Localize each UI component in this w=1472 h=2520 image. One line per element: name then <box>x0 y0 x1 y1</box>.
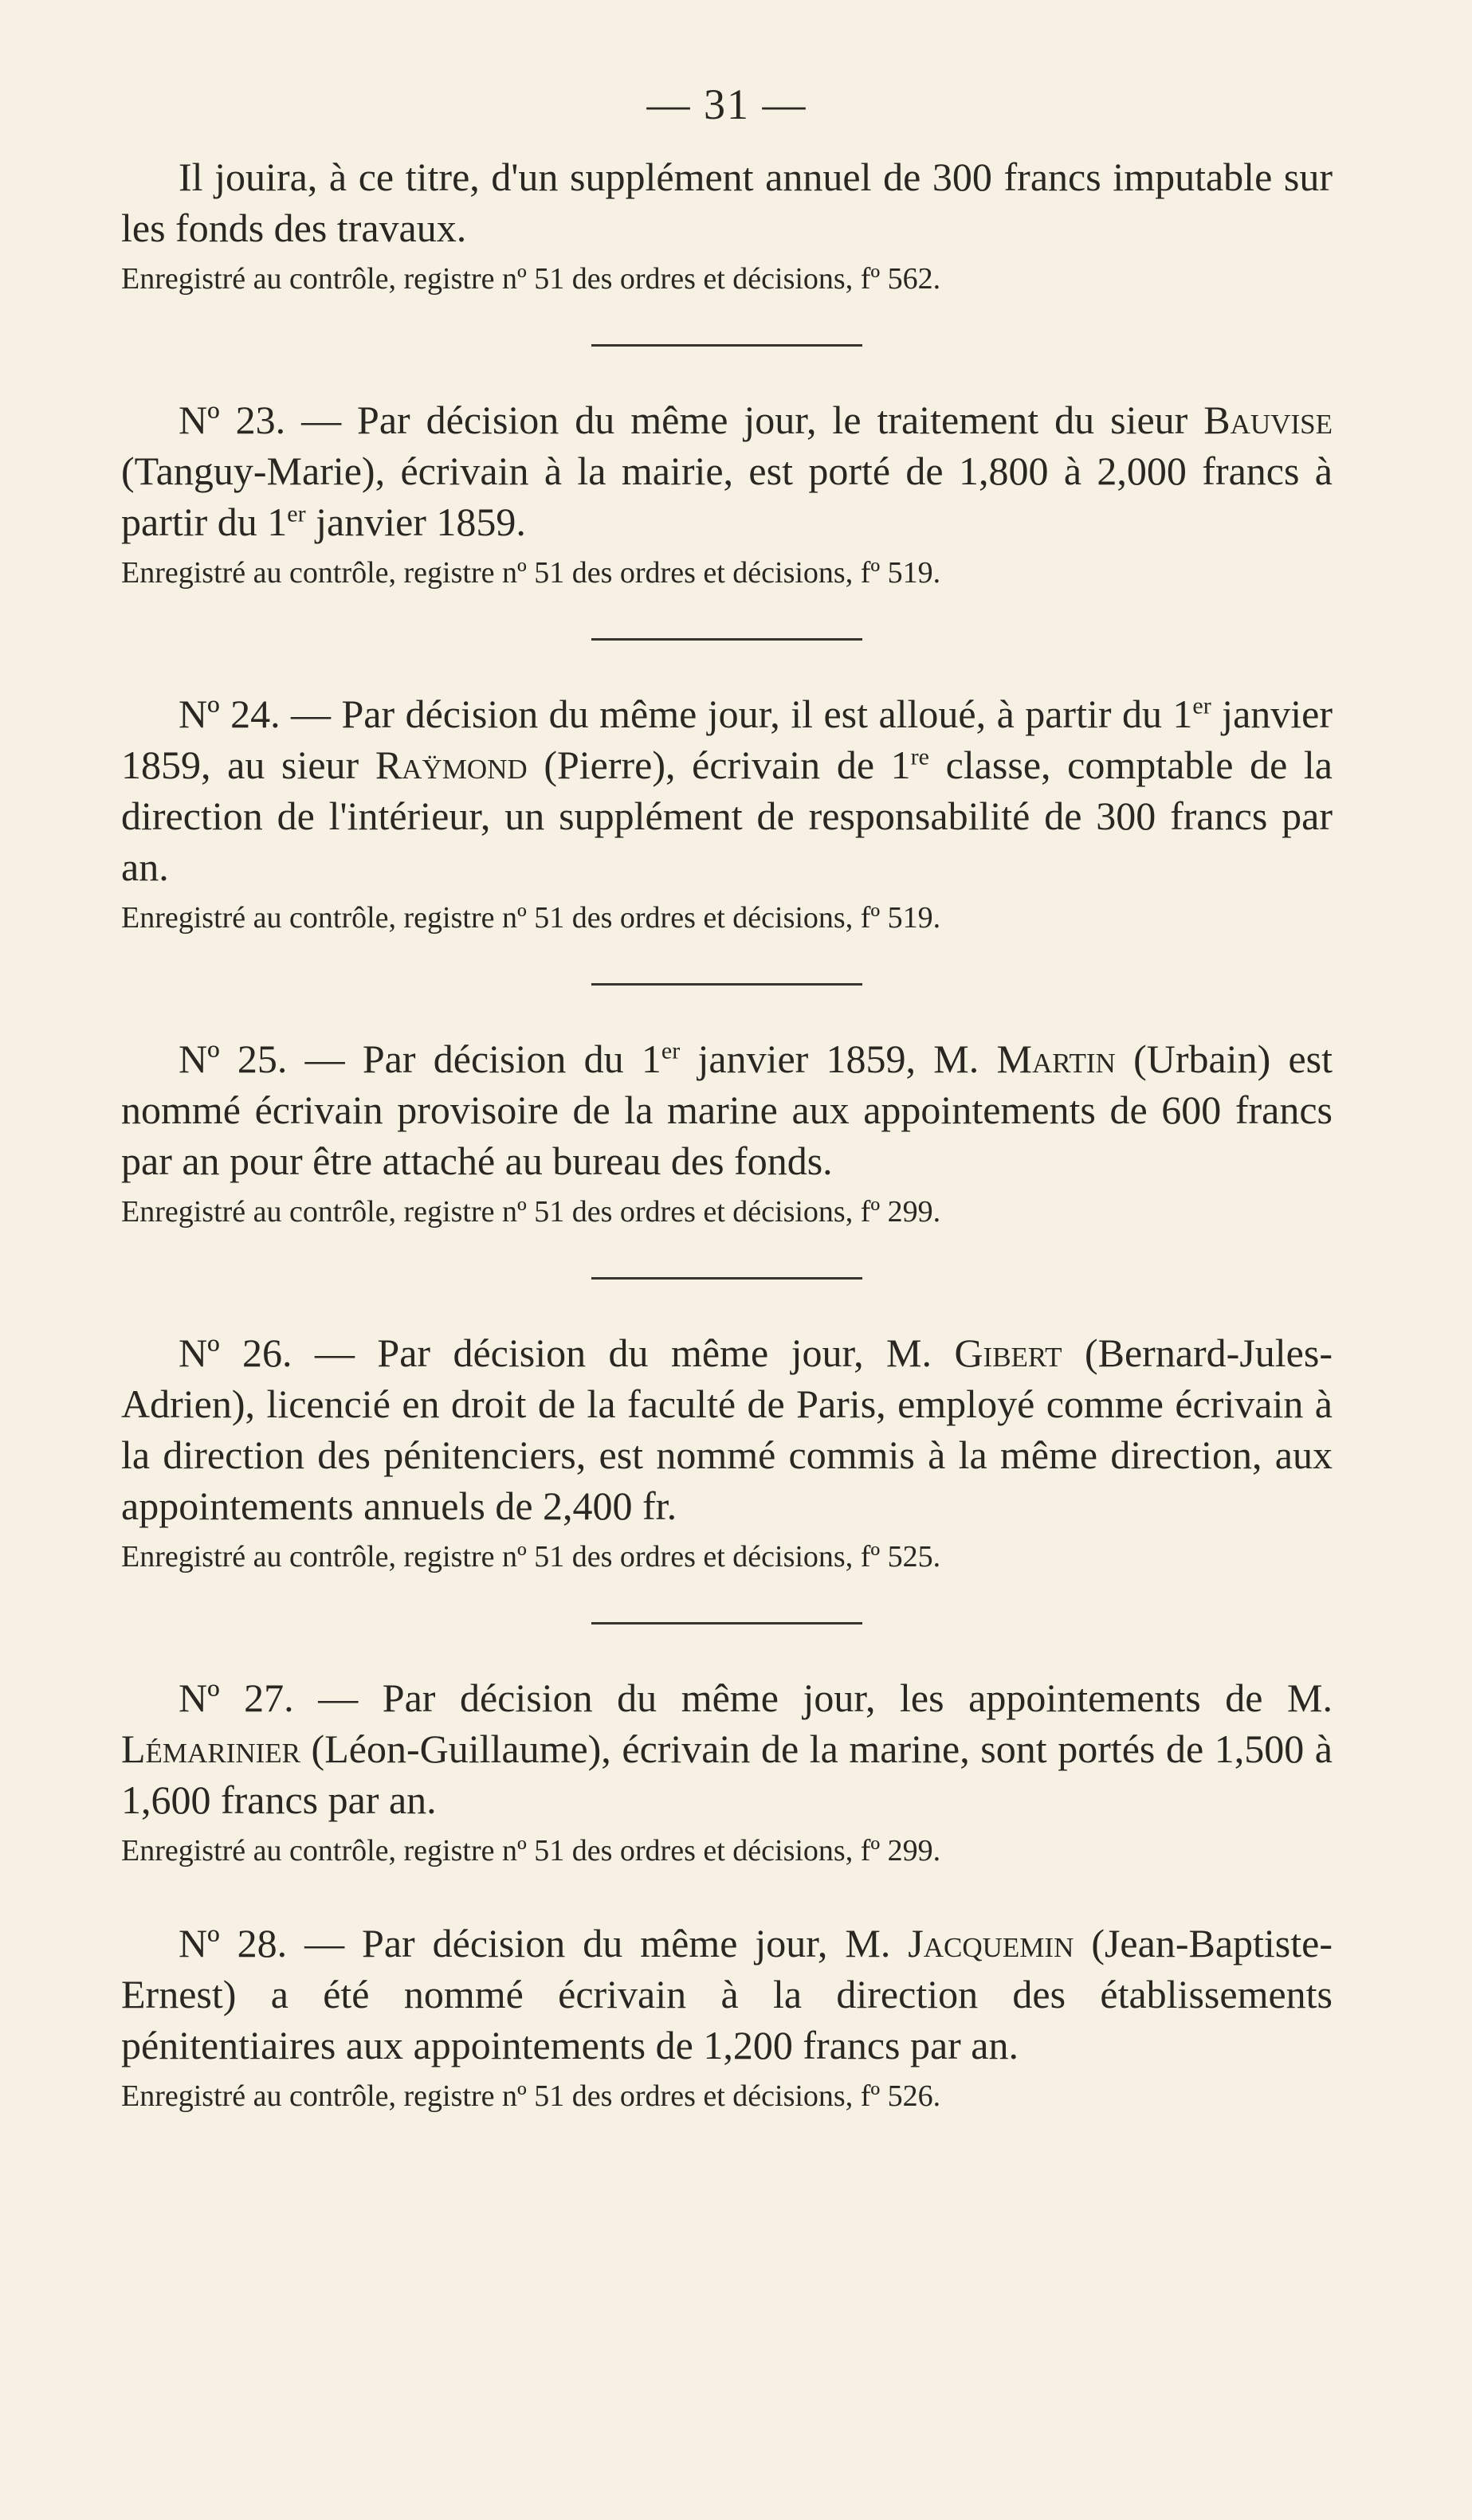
entry-number: Nº 23. <box>179 398 286 442</box>
separator-rule <box>591 638 862 641</box>
page-number: — 31 — <box>646 80 807 128</box>
entry-26-registration: Enregistré au contrôle, registre nº 51 des ordres et décisions, fº 525. <box>121 1540 941 1574</box>
entry-28-registration: Enregistré au contrôle, registre nº 51 des ordres et décisions, fº 526. <box>121 2079 941 2113</box>
entry-24-registration: Enregistré au contrôle, registre nº 51 des ordres et décisions, fº 519. <box>121 901 941 935</box>
entry-23-text: Nº 23. — Par décision du même jour, le traitement du sieur Bauvise (Tanguy-Marie), écrivain à la mairie, est porté de 1,800 à 2,000 francs à partir du 1er janvier 1859. <box>121 398 1333 544</box>
entry-28 <box>121 1918 1333 2118</box>
document-page <box>121 80 1333 2118</box>
entry-number: Nº 26. <box>179 1331 292 1375</box>
entry-24 <box>121 688 1333 940</box>
entry-23 <box>121 394 1333 595</box>
entry-25-registration: Enregistré au contrôle, registre nº 51 des ordres et décisions, fº 299. <box>121 1195 941 1229</box>
entry-27-registration: Enregistré au contrôle, registre nº 51 des ordres et décisions, fº 299. <box>121 1834 941 1867</box>
entry-number: Nº 24. <box>179 692 281 736</box>
person-name: Martin <box>996 1037 1116 1081</box>
intro-registration: Enregistré au contrôle, registre nº 51 des ordres et décisions, fº 562. <box>121 262 941 296</box>
entry-23-registration: Enregistré au contrôle, registre nº 51 des ordres et décisions, fº 519. <box>121 556 941 590</box>
person-name: Lémarinier <box>121 1726 300 1771</box>
intro-text: Il jouira, à ce titre, d'un supplément annuel de 300 francs imputable sur les fonds des travaux. <box>121 155 1333 250</box>
entry-25 <box>121 1033 1333 1234</box>
person-name: Bauvise <box>1203 398 1333 442</box>
entry-25-text: Nº 25. — Par décision du 1er janvier 1859, M. Martin (Urbain) est nommé écrivain provisoire de la marine aux appointements de 600 francs par an pour être attaché au bureau des fonds. <box>121 1037 1333 1183</box>
separator-rule <box>591 344 862 347</box>
entry-number: Nº 27. <box>179 1675 294 1720</box>
person-name: Jacquemin <box>908 1921 1074 1965</box>
entry-27-text: Nº 27. — Par décision du même jour, les appointements de M. Lémarinier (Léon-Guillaume), écrivain de la marine, sont portés de 1,500 à 1,600 francs par an. <box>121 1675 1333 1822</box>
entry-24-text: Nº 24. — Par décision du même jour, il est alloué, à partir du 1er janvier 1859, au sieur Raÿmond (Pierre), écrivain de 1re classe, comptable de la direction de l'intérieur, un supplément de responsabilité de 300 francs par an. <box>121 692 1333 889</box>
entry-number: Nº 25. <box>179 1037 288 1081</box>
separator-rule <box>591 983 862 986</box>
separator-rule <box>591 1622 862 1624</box>
entry-26 <box>121 1327 1333 1579</box>
intro-entry <box>121 151 1333 301</box>
separator-rule <box>591 1277 862 1280</box>
entry-number: Nº 28. <box>179 1921 288 1965</box>
person-name: Gibert <box>954 1331 1062 1375</box>
entry-27 <box>121 1672 1333 1873</box>
spacer <box>121 1873 1333 1918</box>
entry-28-text: Nº 28. — Par décision du même jour, M. Jacquemin (Jean-Baptiste-Ernest) a été nommé écrivain à la direction des établissements pénitentiaires aux appointements de 1,200 francs par an. <box>121 1921 1333 2067</box>
entry-26-text: Nº 26. — Par décision du même jour, M. Gibert (Bernard-Jules-Adrien), licencié en droit de la faculté de Paris, employé comme écrivain à la direction des pénitenciers, est nommé commis à la même direction, aux appointements annuels de 2,400 fr. <box>121 1331 1333 1528</box>
person-name: Raÿmond <box>375 743 528 787</box>
